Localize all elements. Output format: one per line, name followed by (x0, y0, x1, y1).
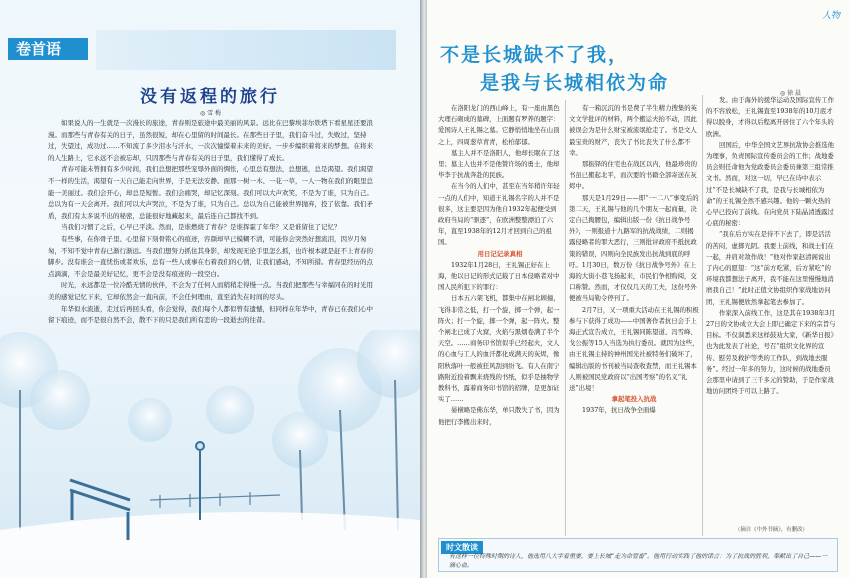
header-decoration (96, 30, 396, 70)
paragraph: 日本五六架飞机，都集中在闸北顾撞，飞得非常之低，打一个旋，掷一个弹，起一阵火；打一个旋，掷一个弹，起一阵火。整个闸北已成了火窟，火焰与黑烟卷满了半个天空。……商务印书馆似乎已经起火，文人的心血与工人的血汗都化成满天的灰烬，像阳秋落叶一般被狂风刮到纷飞。有人在南宁路附近捡着飘来烧残的书纸，似乎是抽物学教科书，露着商务印书馆的招牌，是更加证实了…… (438, 294, 560, 404)
section-tag: 卷首语 (8, 38, 88, 60)
paragraph: 墓主人并不是洛阳人，他却长眠在了这里；墓主人也并不是他赞许场的勇士，他却毕李于抗战奔赴的民族。 (438, 148, 560, 180)
paragraph: 那振铎的住宅也在战区以内，他最珍贵的书虽已搬起北平，而次要的书籍全部寄送在灰烬中。 (569, 160, 698, 191)
reading-tip-box (438, 538, 838, 572)
fence (150, 492, 280, 508)
book-gutter (420, 0, 427, 578)
paragraph: 发。由于海外的援华运动及国际宣传工作的不容放松，王礼锡直至1938年的10月底才得以脱身，才得以后程离开居住了六个年头的欧洲。 (706, 96, 835, 138)
column-divider (565, 100, 566, 536)
left-article-body (48, 118, 374, 327)
column-1 (438, 103, 562, 537)
column-header-label: 人物 (821, 11, 840, 21)
paragraph: 在洛阳龙门的西山峰上，有一座由黑色大理石砌成的墓碑，上面题有罗养的题字：爱国诗人王礼锡之墓。它静悄悄地坐在山顶之上，四周葱草青青，松柏郁郁。 (438, 104, 560, 146)
paragraph: 在当今的人们中，甚至在当年稍许年轻一点的人们中，知道王礼锡名字的人并不是很多，这主要是因为他自1932年起便受到政府当局的“驱逐”，在欧洲整整漂泊了六年，直至1938年的12月才回到自己的祖国。 (438, 182, 560, 247)
column-2 (569, 103, 699, 537)
subheading: 拿起笔投入抗战 (611, 395, 657, 404)
paragraph: 年华似水流逝，走过后再回头看，你会觉得，我们每个人都似曾有遗憾，但同样在年华中，青春已在我们心中留下痕迹，而不是很自然不会，散不下的只是我们所有恋的一段逝去的往昔。 (48, 304, 373, 325)
paragraph: 晏横略是佛东华，单只散失了书，因为他把行李搬出来时， (438, 406, 560, 426)
paragraph: 2月7日，又一项重大活动在王礼锡的积极参与下获得了成功——中国著作者抗日会于上海正式宣告成立，王礼锡同陈望道、冯雪峰、戈公振等15人当选为执行委员。就因为这些，由王礼锡主持的神州国光社被特务们破坏了，编辑出版的书刊被当局查收查禁，而王礼锡本人则被国民党政府以“出国考察”的名义“礼送”出境！ (569, 305, 699, 393)
article-title-line2: 是我与长城相依为命 (480, 72, 670, 94)
snow-park-illustration (0, 330, 420, 578)
paragraph: 有一箱沉沉的书是费了半生精力搜集的英文文学批评的材料，两个搬运夫抬不动，因此被误会为是什么财宝被流氓抢走了。书是文人最宝贵的财产，丧失了书比丧失了什么都不幸。 (569, 104, 698, 157)
reading-tip-label: 时文散读 (441, 541, 483, 554)
paragraph: 1932年1月28日，王礼锡正好在上海，他以日记的形式记载了日本侵略者对中国人民所犯下的罪行： (438, 260, 560, 292)
paragraph: 有些事，在你骨子里、心里留下刻骨铭心的痕迹，容颜却早已模糊不清，可能你会突然好想流泪，因岁月匆匆，不知不觉中青春已渐行渐远。当我们想努力抓住其身影，却发现无论手里怎么抓，也许根本就是赶不上青春的脚步。没有谁会一直忧伤或者欢乐，总有一些人或事在右着我们的心情，让我们感动，不知所措。青春里经历的点点滴滴，不会是最美好记忆，更不会是没有痕迹的一段空白。 (48, 234, 373, 278)
column-3 (706, 95, 836, 533)
paragraph: 那天是1月29日——即“一·二八”事变后的第二天，王礼锡与他的几个朋友一起商量，决定自己掏腰包，编辑出版一份《抗日战争号外》，一则报道十九路军的抗战战绩，二则揭露侵略者的罪大恶行，三则批评政府不抵抗政策的错误，四则向全民族发出抗战到底的呼吁。1月30日，数万份《抗日战争号外》在上海的大街小巷飞扬起来，市民们争相购阅，交口称赞。然而，才仅仅几天的工夫，这份号外便被当局勒令停刊了。 (569, 193, 699, 303)
snow-trees (0, 330, 420, 468)
paragraph: 如果说人的一生就是一次漫长的旅途，青春则是旅途中最美丽的风景。远比在巴黎埃菲尔铁塔下看星星还要浪漫。而那些与青春有关的日子，虽然很短，却在心里留的时间最长。在那些日子里，我们奋斗过，失败过，坚持过，失望过，成功过……不知流了多少泪水与汗水，一次次憧憬着未来的美好。一步步编织着将来的梦想。在将来的人生路上，它永远不会被忘却，只因那些与青春有关的日子里，我们懂得了成长。 (48, 119, 373, 162)
subheading: 用日记记录真相 (477, 249, 523, 258)
paragraph: 作家深入前线工作，这是其在1938年3月27日的文协成立大会上即已确定下来的宗旨与目标。不仅洞悉来这样鼓劝大家，《新华日报》也为此发表了社论，号召“组织文化界的宣传、慰劳及救护等类的工作队，到战地去服务”。经过一年多的努力，这时候的战地委员会那里申请到了三千多元的赞助，于是作家战地访问团终于可以上路了。 (706, 308, 836, 396)
column-divider (702, 95, 703, 536)
paragraph: 1937年，抗日战争全面爆 (582, 406, 656, 415)
source-note: （摘自《中外书摘》，有删改） (735, 527, 808, 533)
left-page (0, 0, 420, 578)
paragraph: 回国后，中华全国文艺界抗敌协会推选他为理事，负责国际宣传委员会的工作；战地委员会则任命他为党政委员会委员兼第三组常推文书。然而，对这一切，早已在诗中表示过“不是长城缺不了我，是我与长城相依为命”的王礼锡全然不感兴趣。他的一颗火热的心早已投向了前线。在向党员下陆晶清透露过心底的秘密： (706, 140, 835, 228)
lamp-post (196, 442, 204, 520)
reading-tip-text: 有这样一位特殊时期的诗人，他选用八大字看重要，要上长城“走为命管畜”。他用行动实践了他的诺言：为了抗战的胜利，奉献出了自己——一滴心血。 (449, 553, 828, 569)
paragraph: 时光，永远都是一位冷酷无情的伙伴，不会为了任何人而稍稍走得慢一点。当我们把那些与幸福同在的时光用美的感觉记忆下来，它却依然会一直向前，不会任何理由，直至消失在时间的尽头。 (48, 281, 373, 301)
author-right: ◎ 徐 晨 (780, 90, 802, 97)
paragraph: 当我们习惯了之后，心早已平淡。然而，是谁燃烧了青春？是谁挥霍了年华？又是谁留住了记忆？ (61, 223, 341, 232)
article-title-line1: 不是长城缺不了我， (440, 44, 630, 66)
author-left: ◎ 雪 梅 (200, 110, 222, 117)
article-title-left: 没有返程的旅行 (140, 87, 280, 107)
paragraph: 青春可能未曾拥有多少时间，我们总想把那些宠辱外面的惆怅，心里总有想法，总想逃，总是渴望。我们渴望不一样的生活，渴望有一天自己能走向世界，于是无法安静。面那一树一木、一花一草，一人一物在我们的眼里总能一美丽过。我们会开心，却总是短暂。我们会痛哭，却记忆深刻。我们可以大声欢笑，不是为了谁，只为自己。总以为有一天会离开。我们可以大声哭泣，不是为了谁，只为自己。总以为自己能被世界抛弃，投了依靠。我们矛盾，我们有太多说不出的秘密，总能很好地藏起来，最后连自己都找不到。 (48, 165, 373, 220)
paragraph: “我在后方实在是待不下去了，即是活活的苦闷，虚掷光阴。我要上前线，和战士们在一起，并肩对敌作战！”他对作家赵清阁说出了内心的愿望：“这“前方吃紧，后方紧吃”的环境我都想法子离开，我不能在这里慢慢地消磨我自己！”此时正值文协组织作家战地访问团，王礼锡便欣然拿起笔去参加了。 (706, 230, 834, 306)
